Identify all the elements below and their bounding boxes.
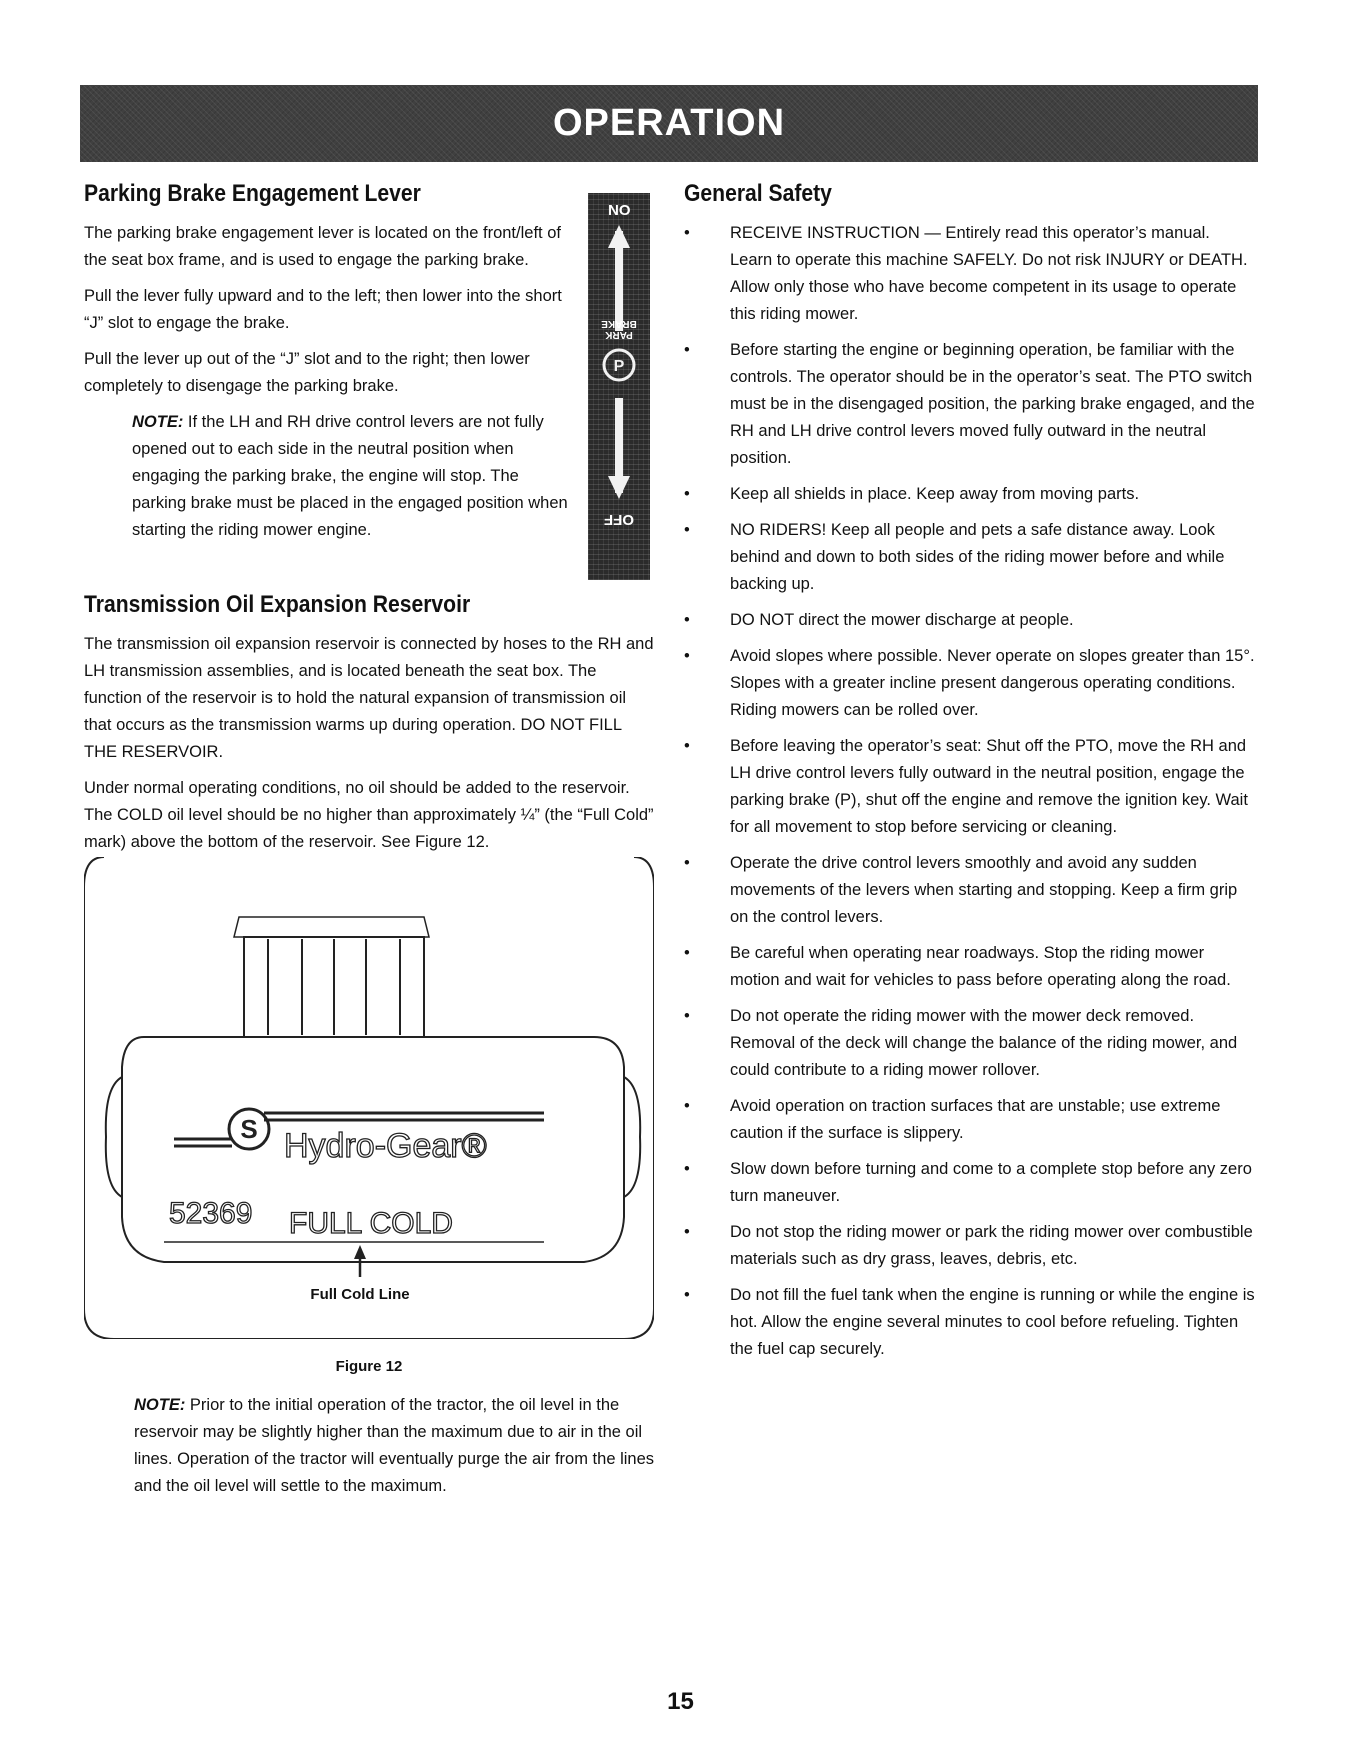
safety-item: [684, 940, 1256, 994]
bullet-icon: •: [684, 647, 690, 665]
bullet-icon: •: [684, 737, 690, 755]
bullet-icon: •: [684, 1160, 690, 1178]
figure-note-text: Prior to the initial operation of the tractor, the oil level in the reservoir may be slightly higher than the maximum due to air in the oil lines. Operation of the tractor will eventually purge the air from the lines and the oil level will settle to the maximum.: [134, 1396, 655, 1495]
bullet-icon: •: [684, 854, 690, 872]
safety-item-text: Avoid slopes where possible. Never operate on slopes greater than 15°. Slopes with a greater incline present dangerous operating conditions. Riding mowers can be rolled over.: [730, 647, 1255, 719]
bullet-icon: •: [684, 1286, 690, 1304]
safety-item: [684, 607, 1256, 634]
lever-label-off: OFF: [604, 511, 634, 528]
full-cold-line-callout: Full Cold Line: [310, 1286, 410, 1303]
transmission-p1: The transmission oil expansion reservoir is connected by hoses to the RH and LH transmission assemblies, and is located beneath the seat box. The function of the reservoir is to hold the natural expansion of transmission oil that occurs as the transmission warms up during operation. DO NOT FILL THE RESERVOIR.: [84, 635, 654, 761]
safety-item: [684, 850, 1256, 931]
safety-item-text: Keep all shields in place. Keep away from moving parts.: [730, 485, 1140, 503]
left-column: [84, 180, 654, 865]
bullet-icon: •: [684, 224, 690, 242]
safety-list: [684, 220, 1256, 1363]
bullet-icon: •: [684, 485, 690, 503]
svg-text:S: S: [240, 1114, 258, 1144]
safety-item: [684, 1003, 1256, 1084]
safety-item-text: DO NOT direct the mower discharge at people.: [730, 611, 1074, 629]
brand-label: Hydro-Gear®: [284, 1127, 487, 1165]
safety-item: [684, 1156, 1256, 1210]
bullet-icon: •: [684, 944, 690, 962]
bullet-icon: •: [684, 1007, 690, 1025]
part-number-label: 52369: [169, 1197, 253, 1230]
safety-item: [684, 1282, 1256, 1363]
parking-brake-p2: Pull the lever fully upward and to the left; then lower into the short “J” slot to engage the brake.: [84, 287, 562, 332]
bullet-icon: •: [684, 611, 690, 629]
safety-item: [684, 481, 1256, 508]
safety-item-text: Be careful when operating near roadways. Stop the riding mower motion and wait for vehicles to pass before operating along the road.: [730, 944, 1231, 989]
figure-12: [84, 857, 654, 1339]
lever-label-on: ON: [607, 201, 631, 218]
safety-item-text: Do not fill the fuel tank when the engine is running or while the engine is hot. Allow the engine several minutes to cool before refueling. Tighten the fuel cap securely.: [730, 1286, 1255, 1358]
general-safety-heading: General Safety: [684, 180, 832, 207]
right-column: [684, 180, 1256, 1372]
transmission-heading: Transmission Oil Expansion Reservoir: [84, 591, 471, 618]
parking-brake-lever-graphic: [588, 193, 650, 580]
bullet-icon: •: [684, 341, 690, 359]
safety-item-text: RECEIVE INSTRUCTION — Entirely read this operator’s manual. Learn to operate this machine SAFELY. Do not risk INJURY or DEATH. Allow only those who have become competent in its usage to operate this riding mower.: [730, 224, 1248, 323]
note-label: NOTE:: [132, 413, 184, 431]
parking-brake-p1: The parking brake engagement lever is located on the front/left of the seat box frame, and is used to engage the parking brake.: [84, 224, 561, 269]
safety-item: [684, 733, 1256, 841]
reservoir-illustration: [84, 857, 654, 1339]
figure-caption: Figure 12: [335, 1358, 403, 1375]
svg-text:P: P: [613, 358, 625, 375]
safety-item: [684, 220, 1256, 328]
page-number: 15: [667, 1688, 694, 1715]
bullet-icon: •: [684, 521, 690, 539]
safety-item-text: NO RIDERS! Keep all people and pets a safe distance away. Look behind and down to both sides of the riding mower before and while backing up.: [730, 521, 1225, 593]
bullet-icon: •: [684, 1223, 690, 1241]
safety-item: [684, 1093, 1256, 1147]
safety-item: [684, 517, 1256, 598]
safety-item-text: Avoid operation on traction surfaces that are unstable; use extreme caution if the surface is slippery.: [730, 1097, 1221, 1142]
full-cold-mark: FULL COLD: [289, 1207, 453, 1240]
figure-note-label: NOTE:: [134, 1396, 186, 1414]
figure-note: [134, 1392, 654, 1500]
parking-brake-p3: Pull the lever up out of the “J” slot and to the right; then lower completely to disengage the parking brake.: [84, 350, 530, 395]
section-banner: [80, 85, 1258, 162]
bullet-icon: •: [684, 1097, 690, 1115]
transmission-p2: Under normal operating conditions, no oil should be added to the reservoir. The COLD oil level should be no higher than approximately ¼” (the “Full Cold” mark) above the bottom of the reservoir. See Figure 12.: [84, 779, 654, 851]
safety-item: [684, 1219, 1256, 1273]
lever-label-park-brake: PARK BRAKE: [601, 318, 637, 340]
safety-item-text: Slow down before turning and come to a complete stop before any zero turn maneuver.: [730, 1160, 1252, 1205]
safety-item-text: Before starting the engine or beginning operation, be familiar with the controls. The operator should be in the operator’s seat. The PTO switch must be in the disengaged position, the parking brake engaged, and the RH and LH drive control levers moved fully outward in the neutral position.: [730, 341, 1255, 467]
safety-item: [684, 643, 1256, 724]
parking-brake-heading: Parking Brake Engagement Lever: [84, 180, 421, 207]
section-title: OPERATION: [552, 102, 786, 144]
safety-item: [684, 337, 1256, 472]
safety-item-text: Do not stop the riding mower or park the riding mower over combustible materials such as dry grass, leaves, debris, etc.: [730, 1223, 1253, 1268]
safety-item-text: Operate the drive control levers smoothly and avoid any sudden movements of the levers when starting and stopping. Keep a firm grip on the control levers.: [730, 854, 1238, 926]
parking-brake-note: [132, 409, 572, 544]
safety-item-text: Before leaving the operator’s seat: Shut off the PTO, move the RH and LH drive control levers fully outward in the neutral position, engage the parking brake (P), shut off the engine and remove the ignition key. Wait for all movement to stop before servicing or cleaning.: [730, 737, 1248, 836]
safety-item-text: Do not operate the riding mower with the mower deck removed. Removal of the deck will change the balance of the riding mower, and could contribute to a riding mower rollover.: [730, 1007, 1238, 1079]
note-text: If the LH and RH drive control levers are not fully opened out to each side in the neutral position when engaging the parking brake, the engine will stop. The parking brake must be placed in the engaged position when starting the riding mower engine.: [132, 413, 568, 539]
